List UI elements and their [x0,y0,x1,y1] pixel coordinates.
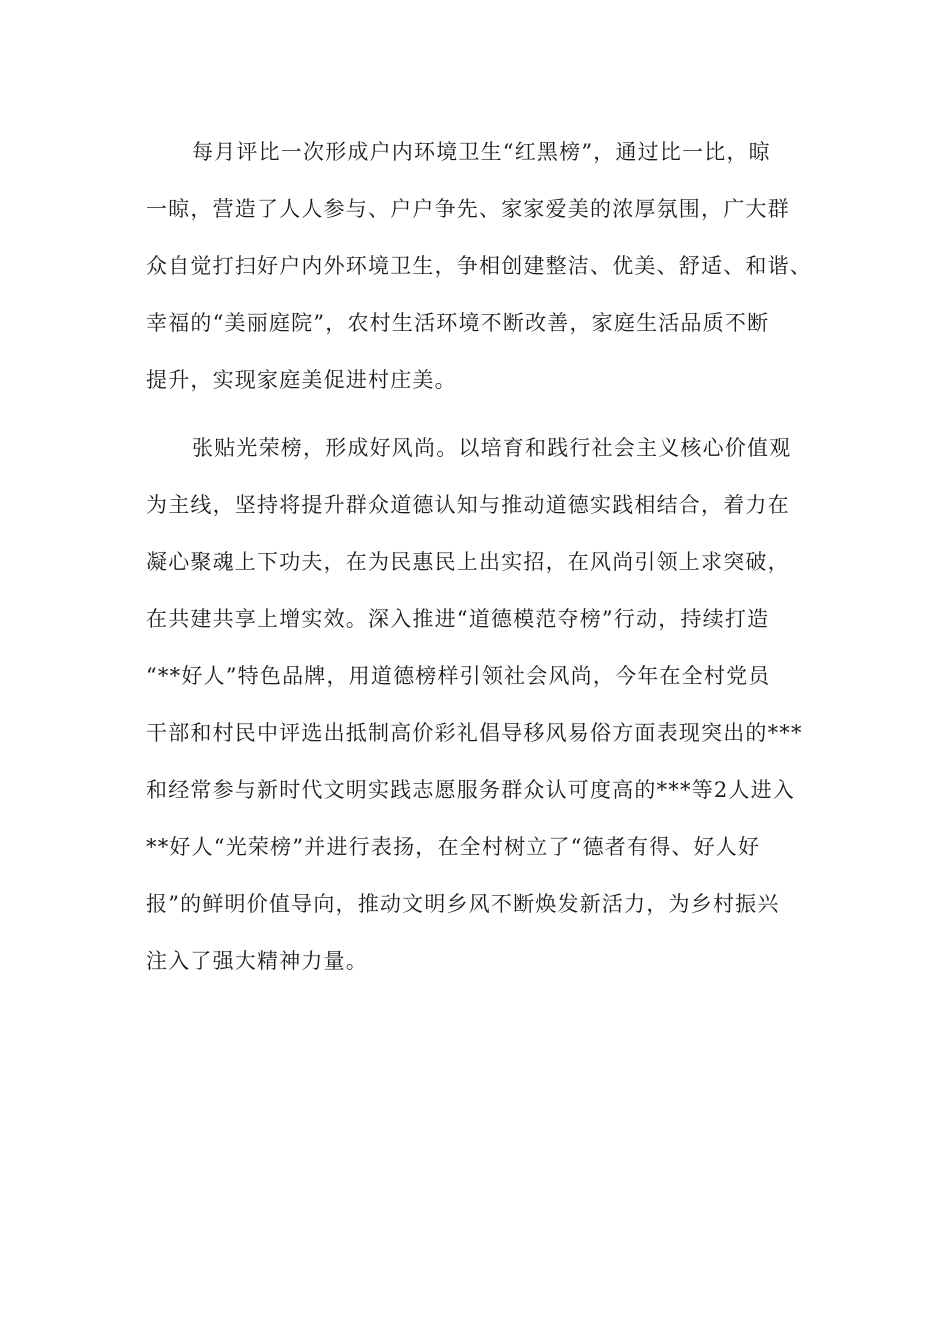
text-line: 注入了强大精神力量。 [146,949,368,973]
text-line: 幸福的“美丽庭院”，农村生活环境不断改善，家庭生活品质不断 [146,311,770,335]
text-line: 和经常参与新时代文明实践志愿服务群众认可度高的***等2人进入 [146,778,796,802]
text-line: 张贴光荣榜，形成好风尚。以培育和践行社会主义核心价值观 [192,436,792,460]
text-line: 每月评比一次形成户内环境卫生“红黑榜”，通过比一比，晾 [192,140,771,164]
text-line: 报”的鲜明价值导向，推动文明乡风不断焕发新活力，为乡村振兴 [146,892,780,916]
text-line: 干部和村民中评选出抵制高价彩礼倡导移风易俗方面表现突出的*** [146,721,803,745]
text-line: “**好人”特色品牌，用道德榜样引领社会风尚，今年在全村党员 [146,664,771,688]
text-line: 一晾，营造了人人参与、户户争先、家家爱美的浓厚氛围，广大群 [146,197,790,221]
text-line: 为主线，坚持将提升群众道德认知与推动道德实践相结合，着力在 [146,493,790,517]
text-line: 凝心聚魂上下功夫，在为民惠民上出实招，在风尚引领上求突破， [146,550,790,574]
text-line: 提升，实现家庭美促进村庄美。 [146,368,457,392]
text-line: **好人“光荣榜”并进行表扬，在全村树立了“德者有得、好人好 [146,835,761,859]
text-line: 众自觉打扫好户内外环境卫生，争相创建整洁、优美、舒适、和谐、 [146,254,812,278]
text-line: 在共建共享上增实效。深入推进“道德模范夺榜”行动，持续打造 [146,607,770,631]
